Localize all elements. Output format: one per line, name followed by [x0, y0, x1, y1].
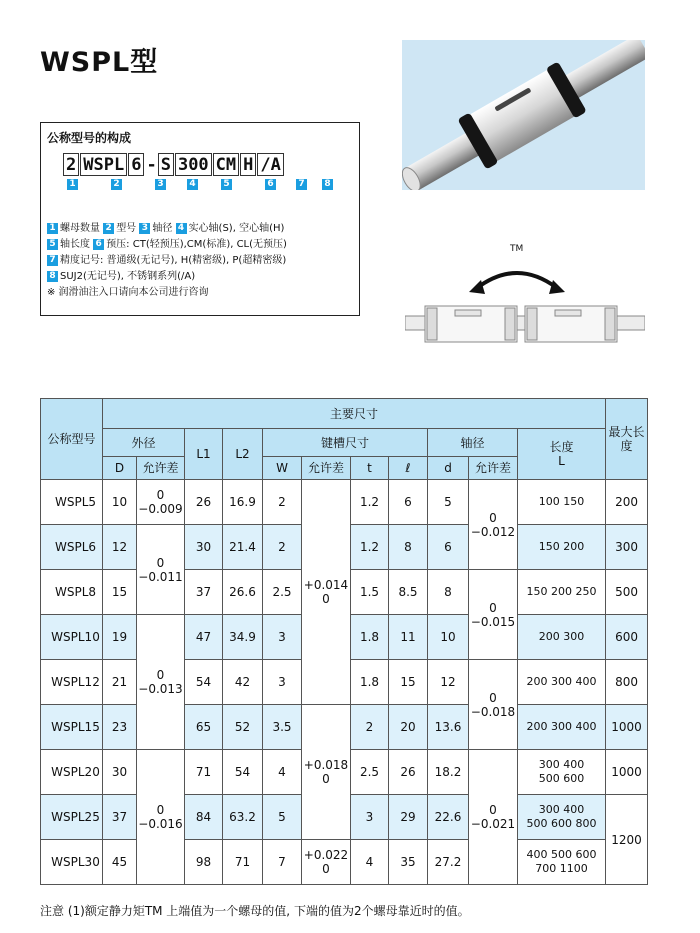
legend-line — [47, 237, 357, 253]
cell-t: 1.2 — [351, 480, 389, 525]
cell-d: 5 — [428, 480, 469, 525]
cell-L2: 26.6 — [223, 570, 263, 615]
cell-L1: 84 — [185, 795, 223, 840]
header-l2: L2 — [223, 429, 263, 480]
legend-text: 型号 — [116, 223, 137, 234]
composition-legend — [47, 221, 357, 301]
torque-diagram — [405, 240, 645, 355]
cell-L1: 65 — [185, 705, 223, 750]
header-D: D — [103, 457, 137, 480]
legend-line — [47, 221, 357, 237]
code-accuracy: H — [240, 153, 256, 176]
cell-d: 18.2 — [428, 750, 469, 795]
cell-max: 600 — [606, 615, 648, 660]
cell-part: WSPL20 — [41, 750, 103, 795]
header-length: 长度 L — [518, 429, 606, 480]
cell-L2: 16.9 — [223, 480, 263, 525]
legend-badge: 8 — [47, 271, 58, 282]
cell-D: 23 — [103, 705, 137, 750]
table-row — [41, 840, 648, 885]
tm-label: TM — [510, 244, 524, 254]
cell-d: 13.6 — [428, 705, 469, 750]
cell-length: 300 400 500 600 800 — [518, 795, 606, 840]
cell-max: 500 — [606, 570, 648, 615]
cell-tol-outer: 0 −0.009 — [137, 480, 185, 525]
cell-t: 2 — [351, 705, 389, 750]
cell-length: 300 400 500 600 — [518, 750, 606, 795]
code-length: 300 — [175, 153, 212, 176]
cell-tol-shaft: 0 −0.015 — [469, 570, 518, 660]
cell-length: 200 300 — [518, 615, 606, 660]
cell-D: 37 — [103, 795, 137, 840]
cell-d: 6 — [428, 525, 469, 570]
badge-8: 8 — [322, 179, 333, 190]
cell-D: 45 — [103, 840, 137, 885]
header-tol: 允许差 — [137, 457, 185, 480]
badge-7: 7 — [296, 179, 307, 190]
cell-part: WSPL6 — [41, 525, 103, 570]
cell-l: 6 — [389, 480, 428, 525]
cell-tol-keyway: +0.022 0 — [302, 840, 351, 885]
cell-W: 7 — [263, 840, 302, 885]
cell-length: 200 300 400 — [518, 705, 606, 750]
badge-2: 2 — [111, 179, 122, 190]
page-title: WSPL型 — [40, 47, 159, 78]
legend-line — [47, 253, 357, 269]
legend-badge: 7 — [47, 255, 58, 266]
legend-text: 实心轴(S), 空心轴(H) — [188, 223, 285, 234]
cell-W: 2.5 — [263, 570, 302, 615]
cell-part: WSPL8 — [41, 570, 103, 615]
cell-d: 12 — [428, 660, 469, 705]
cell-W: 4 — [263, 750, 302, 795]
product-photo — [402, 40, 645, 190]
cell-D: 19 — [103, 615, 137, 660]
table-header-row — [41, 429, 648, 457]
cell-d: 22.6 — [428, 795, 469, 840]
cell-L1: 26 — [185, 480, 223, 525]
header-main-dimensions: 主要尺寸 — [103, 399, 606, 429]
cell-max: 300 — [606, 525, 648, 570]
legend-text: 轴长度 — [60, 239, 90, 250]
cell-length: 150 200 — [518, 525, 606, 570]
cell-L1: 71 — [185, 750, 223, 795]
model-code-row — [63, 153, 285, 176]
cell-l: 8 — [389, 525, 428, 570]
code-type: WSPL — [80, 153, 127, 176]
badge-1: 1 — [67, 179, 78, 190]
legend-line — [47, 269, 357, 285]
badge-3: 3 — [155, 179, 166, 190]
header-tol: 允许差 — [469, 457, 518, 480]
header-ell: ℓ — [389, 457, 428, 480]
legend-text: 螺母数量 — [60, 223, 100, 234]
cell-t: 3 — [351, 795, 389, 840]
cell-L2: 71 — [223, 840, 263, 885]
legend-text: 轴径 — [152, 223, 173, 234]
header-part-number: 公称型号 — [41, 399, 103, 480]
cell-length: 150 200 250 — [518, 570, 606, 615]
cell-length: 100 150 — [518, 480, 606, 525]
cell-tol-outer: 0 −0.016 — [137, 750, 185, 885]
cell-part: WSPL15 — [41, 705, 103, 750]
header-max-length: 最大长度 — [606, 399, 648, 480]
header-tol: 允许差 — [302, 457, 351, 480]
cell-tol-shaft: 0 −0.021 — [469, 750, 518, 885]
cell-l: 35 — [389, 840, 428, 885]
cell-t: 4 — [351, 840, 389, 885]
header-keyway: 键槽尺寸 — [263, 429, 428, 457]
cell-D: 30 — [103, 750, 137, 795]
badge-5: 5 — [221, 179, 232, 190]
legend-badge: 4 — [176, 223, 187, 234]
legend-badge: 5 — [47, 239, 58, 250]
code-shaft-dia: 6 — [128, 153, 144, 176]
header-W: W — [263, 457, 302, 480]
header-d: d — [428, 457, 469, 480]
cell-tol-shaft: 0 −0.012 — [469, 480, 518, 570]
cell-max: 1200 — [606, 795, 648, 885]
cell-W: 3 — [263, 660, 302, 705]
cell-D: 15 — [103, 570, 137, 615]
cell-L1: 54 — [185, 660, 223, 705]
header-l1: L1 — [185, 429, 223, 480]
cell-t: 1.5 — [351, 570, 389, 615]
cell-l: 29 — [389, 795, 428, 840]
cell-L1: 37 — [185, 570, 223, 615]
footnote: 注意 (1)额定静力矩TM 上端值为一个螺母的值, 下端的值为2个螺母靠近时的值。 — [40, 904, 470, 918]
cell-l: 8.5 — [389, 570, 428, 615]
cell-max: 800 — [606, 660, 648, 705]
lubrication-note: ※ 润滑油注入口请向本公司进行咨询 — [47, 287, 209, 298]
cell-part: WSPL25 — [41, 795, 103, 840]
badge-6: 6 — [265, 179, 276, 190]
cell-W: 3 — [263, 615, 302, 660]
header-shaft-dia: 轴径 — [428, 429, 518, 457]
header-outer-dia: 外径 — [103, 429, 185, 457]
cell-tol-shaft: 0 −0.018 — [469, 660, 518, 750]
cell-l: 11 — [389, 615, 428, 660]
cell-d: 10 — [428, 615, 469, 660]
cell-L2: 63.2 — [223, 795, 263, 840]
cell-max: 200 — [606, 480, 648, 525]
cell-t: 1.2 — [351, 525, 389, 570]
header-t: t — [351, 457, 389, 480]
cell-L2: 34.9 — [223, 615, 263, 660]
cell-D: 12 — [103, 525, 137, 570]
cell-d: 8 — [428, 570, 469, 615]
cell-t: 2.5 — [351, 750, 389, 795]
cell-tol-outer: 0 −0.011 — [137, 525, 185, 615]
code-qty: 2 — [63, 153, 79, 176]
legend-badge: 3 — [139, 223, 150, 234]
cell-length: 400 500 600 700 1100 — [518, 840, 606, 885]
badge-4: 4 — [187, 179, 198, 190]
cell-l: 20 — [389, 705, 428, 750]
model-number-composition — [40, 122, 360, 316]
cell-L2: 52 — [223, 705, 263, 750]
legend-badge: 6 — [93, 239, 104, 250]
cell-part: WSPL12 — [41, 660, 103, 705]
cell-L2: 21.4 — [223, 525, 263, 570]
cell-W: 5 — [263, 795, 302, 840]
composition-heading: 公称型号的构成 — [47, 131, 132, 145]
cell-part: WSPL10 — [41, 615, 103, 660]
cell-L2: 54 — [223, 750, 263, 795]
legend-text: 预压: CT(轻预压),CM(标准), CL(无预压) — [106, 239, 287, 250]
spec-table — [40, 398, 648, 885]
cell-L2: 42 — [223, 660, 263, 705]
cell-l: 15 — [389, 660, 428, 705]
table-row — [41, 480, 648, 525]
legend-text: 精度记号: 普通级(无记号), H(精密级), P(超精密级) — [60, 255, 287, 266]
code-dash: - — [146, 154, 157, 175]
cell-part: WSPL30 — [41, 840, 103, 885]
legend-text: SUJ2(无记号), 不锈钢系列(/A) — [60, 271, 196, 282]
cell-t: 1.8 — [351, 660, 389, 705]
code-shaft-kind: S — [158, 153, 174, 176]
cell-W: 2 — [263, 525, 302, 570]
code-preload: CM — [213, 153, 239, 176]
cell-tol-keyway: +0.018 0 — [302, 705, 351, 840]
table-header-row — [41, 399, 648, 429]
cell-d: 27.2 — [428, 840, 469, 885]
cell-D: 21 — [103, 660, 137, 705]
legend-badge: 2 — [103, 223, 114, 234]
code-material: /A — [257, 153, 283, 176]
cell-D: 10 — [103, 480, 137, 525]
cell-part: WSPL5 — [41, 480, 103, 525]
cell-L1: 98 — [185, 840, 223, 885]
cell-W: 2 — [263, 480, 302, 525]
cell-W: 3.5 — [263, 705, 302, 750]
cell-l: 26 — [389, 750, 428, 795]
table-row — [41, 705, 648, 750]
cell-L1: 30 — [185, 525, 223, 570]
cell-max: 1000 — [606, 750, 648, 795]
legend-badge: 1 — [47, 223, 58, 234]
cell-L1: 47 — [185, 615, 223, 660]
cell-length: 200 300 400 — [518, 660, 606, 705]
cell-tol-outer: 0 −0.013 — [137, 615, 185, 750]
cell-max: 1000 — [606, 705, 648, 750]
cell-t: 1.8 — [351, 615, 389, 660]
cell-tol-keyway: +0.014 0 — [302, 480, 351, 705]
